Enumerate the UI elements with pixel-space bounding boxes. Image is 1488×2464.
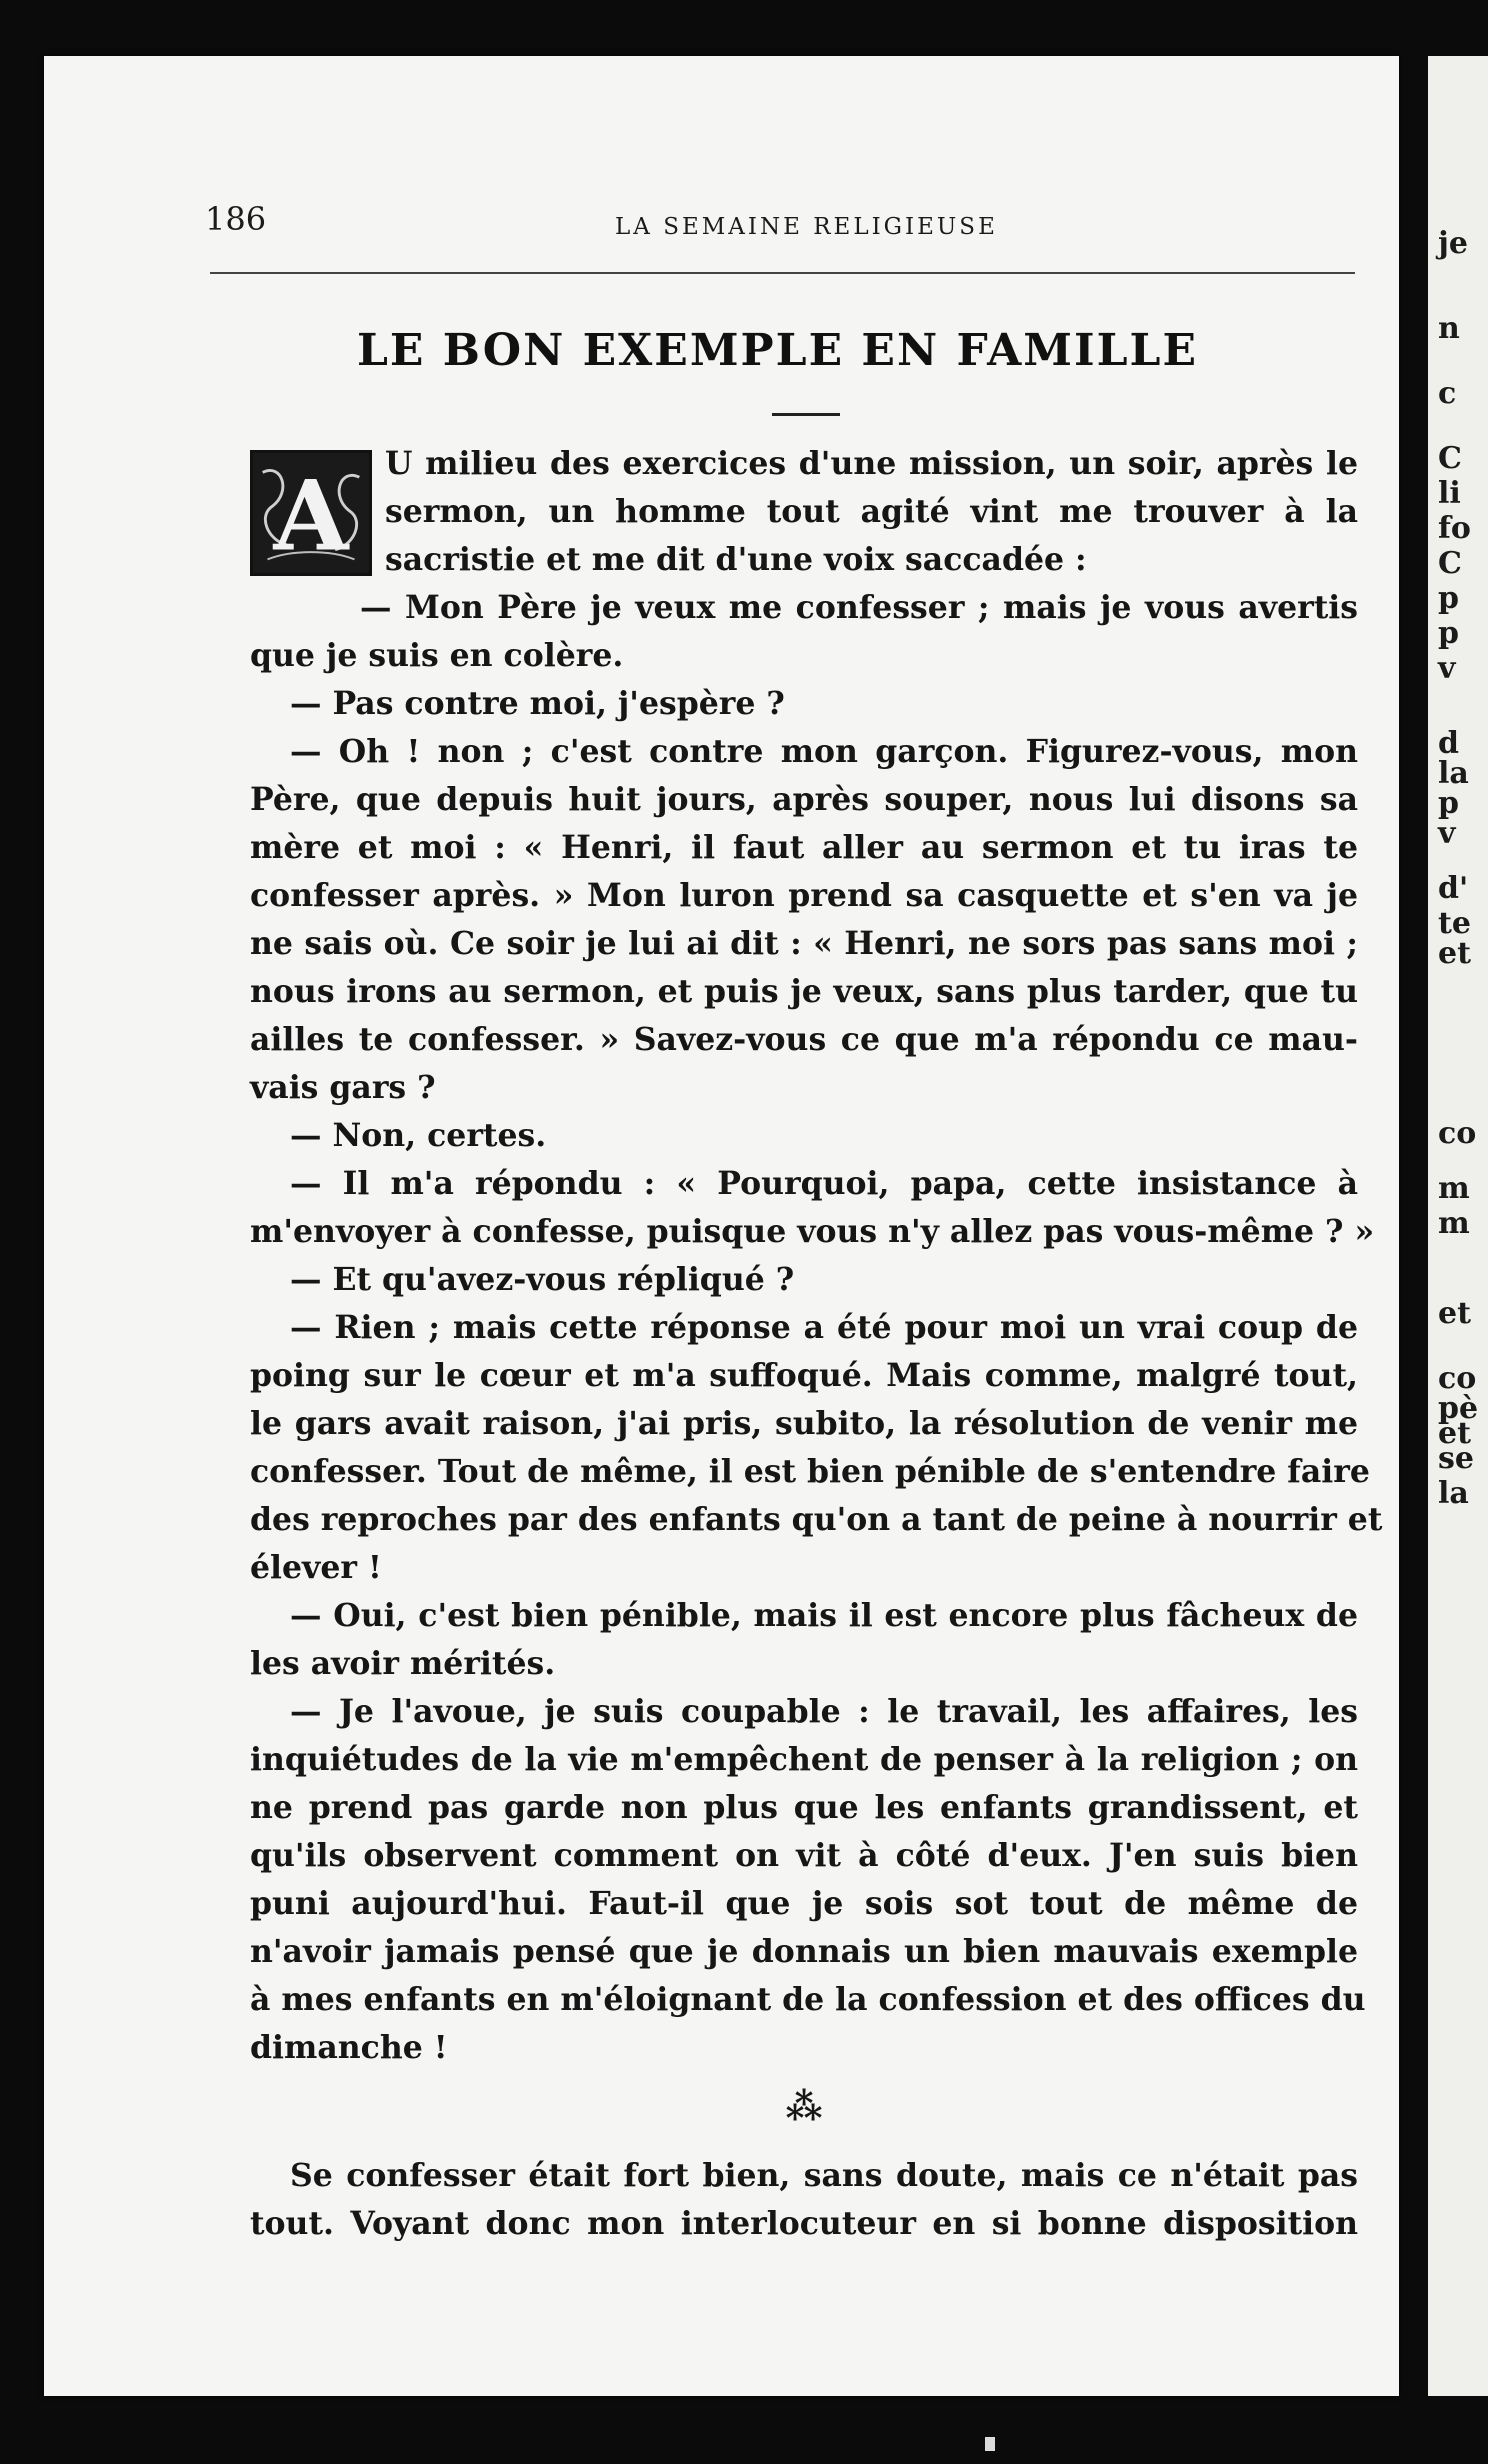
text-line: mère et moi : « Henri, il faut aller au sermon et tu iras te [250, 829, 1358, 866]
next-page-fragment: la [1438, 1476, 1469, 1511]
text-line: ailles te confesser. » Savez-vous ce que m'a répondu ce mau- [250, 1021, 1358, 1058]
article-body [250, 440, 1383, 2248]
next-page-fragment: d' [1438, 871, 1469, 906]
next-page-fragment: n [1438, 311, 1460, 346]
next-page-fragment: m [1438, 1171, 1470, 1206]
scan-mark [985, 2437, 995, 2451]
text-line: confesser. Tout de même, il est bien pénible de s'entendre faire [250, 1453, 1370, 1490]
running-head [205, 200, 1355, 250]
section-separator: ⁂ [785, 2086, 823, 2128]
text-line: tout. Voyant donc mon interlocuteur en si bonne disposition [250, 2205, 1358, 2242]
text-line: sacristie et me dit d'une voix saccadée : [385, 541, 1087, 578]
text-line: ne sais où. Ce soir je lui ai dit : « Henri, ne sors pas sans moi ; [250, 925, 1358, 962]
text-line: vais gars ? [250, 1069, 436, 1106]
next-page-fragment: co [1438, 1361, 1477, 1396]
text-line: — Non, certes. [290, 1117, 547, 1154]
next-page-fragment: la [1438, 756, 1469, 791]
text-line: U milieu des exercices d'une mission, un soir, après le [385, 445, 1358, 482]
text-line: m'envoyer à confesse, puisque vous n'y allez pas vous-même ? » [250, 1213, 1375, 1250]
next-page-fragment: pè [1438, 1391, 1479, 1426]
next-page-fragment: te [1438, 906, 1471, 941]
text-line: à mes enfants en m'éloignant de la confession et des offices du [250, 1981, 1366, 2018]
text-line: puni aujourd'hui. Faut-il que je sois sot tout de même de [250, 1885, 1358, 1922]
text-line: sermon, un homme tout agité vint me trouver à la [385, 493, 1358, 530]
next-page-fragment: et [1438, 1296, 1471, 1331]
next-page-fragment: fo [1438, 511, 1471, 546]
text-line: ne prend pas garde non plus que les enfants grandissent, et [250, 1789, 1358, 1826]
next-page-fragment: p [1438, 616, 1459, 651]
text-line: des reproches par des enfants qu'on a tant de peine à nourrir et [250, 1501, 1383, 1538]
next-page-fragment: d [1438, 726, 1459, 761]
title-rule [772, 413, 840, 416]
next-page-fragment: et [1438, 1416, 1471, 1451]
next-page-fragment: m [1438, 1206, 1470, 1241]
text-line: — Oh ! non ; c'est contre mon garçon. Figurez-vous, mon [290, 733, 1358, 770]
next-page-fragment: li [1438, 476, 1461, 511]
text-line: n'avoir jamais pensé que je donnais un bien mauvais exemple [250, 1933, 1358, 1970]
next-page-edge [1428, 56, 1488, 2396]
next-page-fragment: et [1438, 936, 1471, 971]
text-line: confesser après. » Mon luron prend sa casquette et s'en va je [250, 877, 1358, 914]
text-line: — Pas contre moi, j'espère ? [290, 685, 785, 722]
running-title: LA SEMAINE RELIGIEUSE [615, 214, 998, 240]
text-line: — Il m'a répondu : « Pourquoi, papa, cette insistance à [290, 1165, 1358, 1202]
drop-cap-letter: A [273, 458, 349, 573]
text-line: — Et qu'avez-vous répliqué ? [290, 1261, 795, 1298]
text-line: nous irons au sermon, et puis je veux, sans plus tarder, que tu [250, 973, 1358, 1010]
next-page-fragment: C [1438, 441, 1462, 476]
text-line: que je suis en colère. [250, 637, 624, 674]
next-page-fragment: v [1438, 651, 1456, 686]
text-line: le gars avait raison, j'ai pris, subito, la résolution de venir me [250, 1405, 1358, 1442]
text-line: dimanche ! [250, 2029, 448, 2066]
text-line: poing sur le cœur et m'a suffoqué. Mais comme, malgré tout, [250, 1357, 1358, 1394]
header-rule [210, 272, 1355, 274]
text-line: les avoir mérités. [250, 1645, 556, 1682]
next-page-fragment: co [1438, 1116, 1477, 1151]
text-line: — Oui, c'est bien pénible, mais il est encore plus fâcheux de [290, 1597, 1358, 1634]
text-line: — Mon Père je veux me confesser ; mais je vous avertis [360, 589, 1358, 626]
text-line: — Je l'avoue, je suis coupable : le travail, les affaires, les [290, 1693, 1358, 1730]
text-line: élever ! [250, 1549, 382, 1586]
article-title: LE BON EXEMPLE EN FAMILLE [356, 325, 1199, 376]
text-line: inquiétudes de la vie m'empêchent de penser à la religion ; on [250, 1741, 1358, 1778]
next-page-fragment: v [1438, 816, 1456, 851]
text-line: Se confesser était fort bien, sans doute, mais ce n'était pas [290, 2157, 1358, 2194]
next-page-fragment: p [1438, 786, 1459, 821]
text-line: qu'ils observent comment on vit à côté d'eux. J'en suis bien [250, 1837, 1358, 1874]
next-page-fragment: p [1438, 581, 1459, 616]
next-page-fragment: C [1438, 546, 1462, 581]
text-line: — Rien ; mais cette réponse a été pour moi un vrai coup de [290, 1309, 1358, 1346]
page-number: 186 [205, 200, 267, 238]
next-page-fragment: je [1438, 226, 1468, 261]
next-page-fragment: se [1438, 1441, 1474, 1476]
next-page-fragment: c [1438, 376, 1457, 411]
text-line: Père, que depuis huit jours, après souper, nous lui disons sa [250, 781, 1358, 818]
